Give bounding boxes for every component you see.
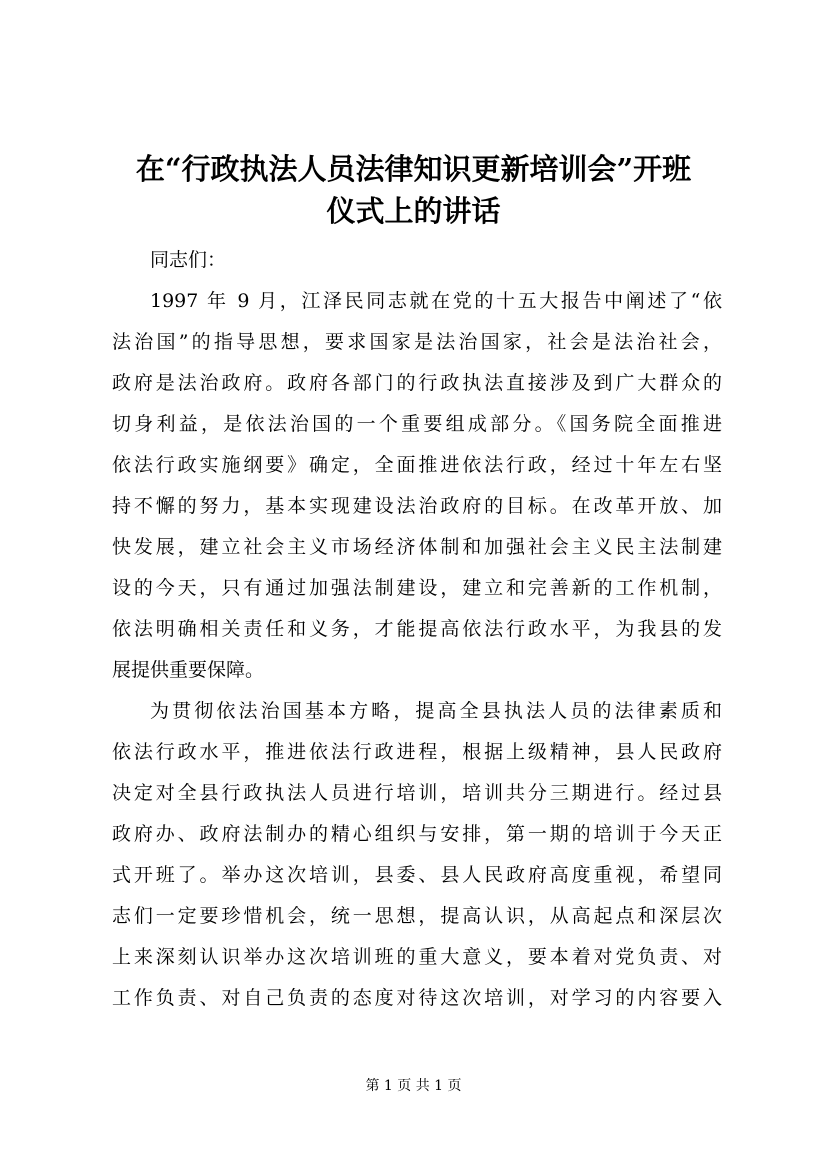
paragraph-line: 设的今天，只有通过加强法制建设，建立和完善新的工作机制，: [112, 577, 722, 599]
title-line-1: 在“行政执法人员法律知识更新培训会”开班: [135, 152, 692, 186]
paragraph-line: 式开班了。举办这次培训，县委、县人民政府高度重视，希望同: [112, 864, 722, 886]
paragraph-line: 切身利益，是依法治国的一个重要组成部分。《国务院全面推进: [112, 413, 722, 435]
paragraph-line: 为贯彻依法治国基本方略，提高全县执法人员的法律素质和: [150, 700, 722, 722]
document-title: [100, 148, 727, 232]
title-line-2: 仪式上的讲话: [326, 194, 501, 228]
paragraph-line: 决定对全县行政执法人员进行培训，培训共分三期进行。经过县: [112, 782, 722, 804]
paragraph-2: [112, 691, 722, 1019]
page-number-label: 第 1 页 共 1 页: [365, 1078, 462, 1094]
document-body: [112, 240, 722, 1019]
paragraph-line: 依法行政实施纲要》确定，全面推进依法行政，经过十年左右坚: [112, 454, 722, 476]
paragraph-line: 依法行政水平，推进依法行政进程，根据上级精神，县人民政府: [112, 741, 722, 763]
paragraph-line: 法治国”的指导思想，要求国家是法治国家，社会是法治社会，: [112, 331, 722, 353]
paragraph-line: 依法明确相关责任和义务，才能提高依法行政水平，为我县的发: [112, 618, 722, 640]
paragraph-line: 政府是法治政府。政府各部门的行政执法直接涉及到广大群众的: [112, 372, 722, 394]
paragraph-line: 上来深刻认识举办这次培训班的重大意义，要本着对党负责、对: [112, 946, 722, 968]
paragraph-line: 持不懈的努力，基本实现建设法治政府的目标。在改革开放、加: [112, 495, 722, 517]
paragraph-line: 工作负责、对自己负责的态度对待这次培训，对学习的内容要入: [112, 987, 722, 1009]
paragraph-line: 政府办、政府法制办的精心组织与安排，第一期的培训于今天正: [112, 823, 722, 845]
paragraph-line: 1997 年 9 月，江泽民同志就在党的十五大报告中阐述了“依: [150, 290, 722, 312]
paragraph-line: 志们一定要珍惜机会，统一思想，提高认识，从高起点和深层次: [112, 905, 722, 927]
salutation: 同志们：: [150, 249, 227, 271]
page-footer: [0, 1076, 827, 1096]
paragraph-line: 展提供重要保障。: [112, 659, 265, 681]
paragraph-line: 快发展，建立社会主义市场经济体制和加强社会主义民主法制建: [112, 536, 722, 558]
paragraph-1: [112, 281, 722, 691]
